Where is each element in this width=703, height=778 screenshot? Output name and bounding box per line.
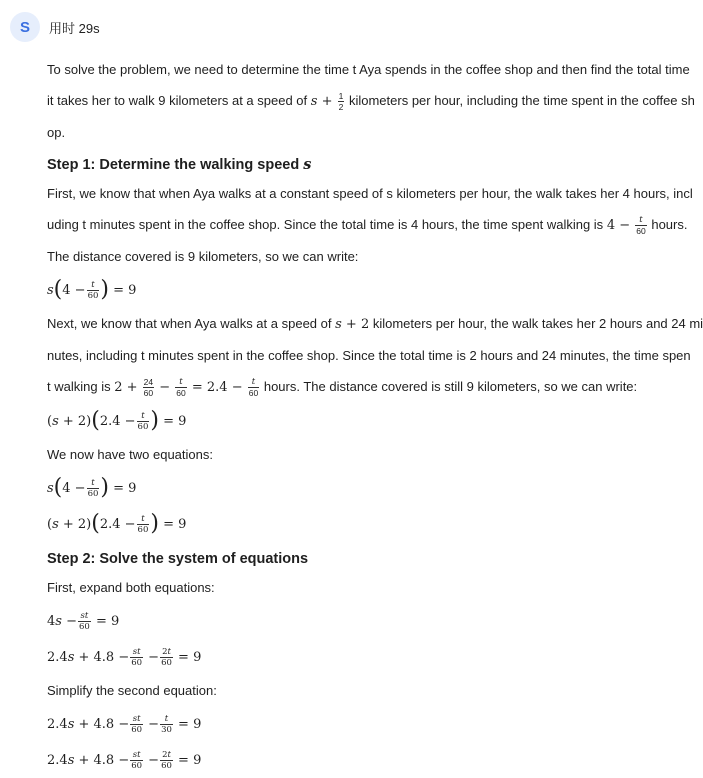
step2-para2: Simplify the second equation: bbox=[47, 683, 217, 698]
response-content bbox=[47, 54, 703, 778]
step1-para1-line2: uding t minutes spent in the coffee shop. Since the total time is 4 hours, the time spent walking is 4 − $\frac{t}{60}$ hours. bbox=[47, 215, 688, 237]
assistant-avatar: S bbox=[10, 12, 40, 42]
intro-line-2: it takes her to walk 9 kilometers at a speed of s + $\frac{1}{2}$ kilometers per hour, including the time spent in the coffee sh bbox=[47, 91, 695, 113]
step1-para2-line3: t walking is 2 + $\frac{24}{60}$ − $\frac{t}{60}$ = 2.4 − $\frac{t}{60}$ hours. The distance covered is still 9 kilometers, so we can write: bbox=[47, 377, 638, 399]
equation-1-repeat: s ( 4 − $\frac{t}{60}$ ) = 9 bbox=[47, 475, 137, 500]
equation-1: s ( 4 − $\frac{t}{60}$ ) = 9 bbox=[47, 277, 137, 302]
step2-heading: Step 2: Solve the system of equations bbox=[47, 551, 309, 567]
step1-para1-line3: The distance covered is 9 kilometers, so we can write: bbox=[47, 249, 359, 264]
simplified-equation-a: 2.4 s + 4.8 − $\frac{st}{60}$ − $\frac{t}{30}$ = 9 bbox=[47, 713, 202, 735]
step1-para2-line1: Next, we know that when Aya walks at a speed of s + 2 kilometers per hour, the walk takes her 2 hours and 24 mi bbox=[47, 316, 703, 332]
intro-line-3: op. bbox=[47, 125, 66, 140]
intro-line-1: To solve the problem, we need to determine the time t Aya spends in the coffee shop and then find the total time bbox=[47, 62, 690, 77]
response-header bbox=[10, 12, 100, 42]
expanded-equation-2: 2.4 s + 4.8 − $\frac{st}{60}$ − $\frac{2t}{60}$ = 9 bbox=[47, 646, 202, 668]
fraction-one-half: $\frac{1}{2}$ bbox=[338, 91, 344, 113]
step2-para1: First, expand both equations: bbox=[47, 580, 215, 595]
thinking-time-label[interactable]: 用时 29s bbox=[49, 20, 100, 36]
step1-para3: We now have two equations: bbox=[47, 447, 213, 462]
equation-2: ( s + 2) ( 2.4 − $\frac{t}{60}$ ) = 9 bbox=[47, 408, 187, 433]
expanded-equation-1: 4 s − $\frac{st}{60}$ = 9 bbox=[47, 610, 120, 632]
step1-para2-line2: nutes, including t minutes spent in the coffee shop. Since the total time is 2 hours and 24 minutes, the time spen bbox=[47, 348, 691, 363]
step1-para1-line1: First, we know that when Aya walks at a constant speed of s kilometers per hour, the walk takes her 4 hours, incl bbox=[47, 186, 693, 201]
step1-heading: Step 1: Determine the walking speed s bbox=[47, 156, 312, 173]
equation-2-repeat: ( s + 2) ( 2.4 − $\frac{t}{60}$ ) = 9 bbox=[47, 511, 187, 536]
simplified-equation-b: 2.4 s + 4.8 − $\frac{st}{60}$ − $\frac{2t}{60}$ = 9 bbox=[47, 749, 202, 771]
